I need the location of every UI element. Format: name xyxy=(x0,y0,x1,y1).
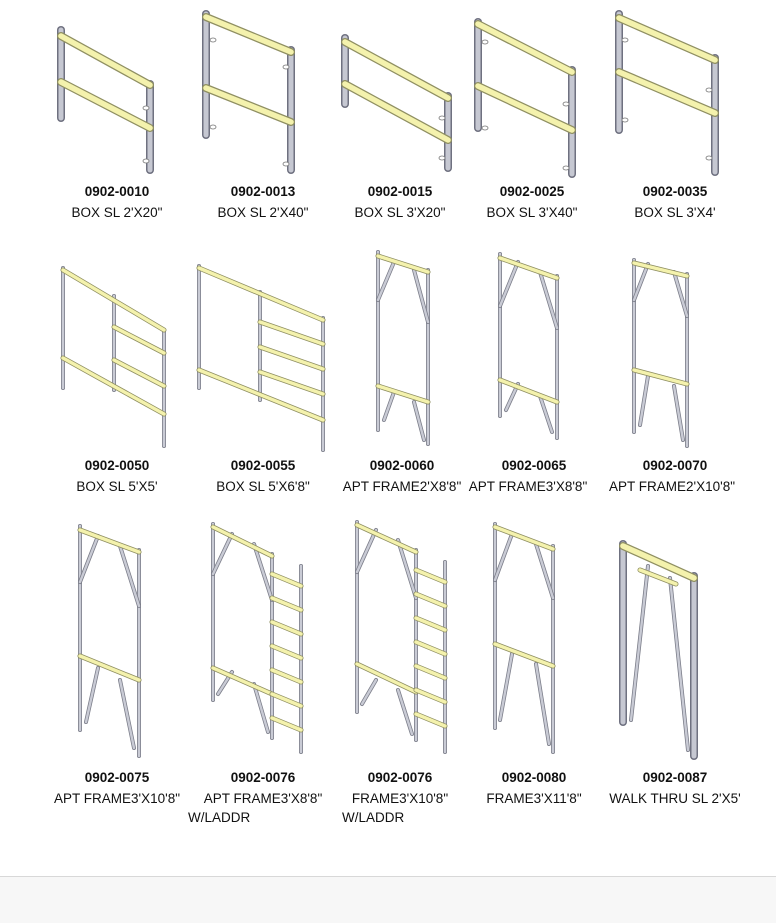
product-desc: APT FRAME3'X8'8" xyxy=(468,479,588,494)
product-desc: APT FRAME3'X8'8" xyxy=(203,791,323,806)
product-code: 0902-0010 xyxy=(84,184,150,199)
product-desc: WALK THRU SL 2'X5' xyxy=(609,791,741,806)
product-desc: BOX SL 2'X40" xyxy=(217,205,309,220)
product-desc: BOX SL 3'X4' xyxy=(634,205,716,220)
frame-0902-0075 xyxy=(80,526,139,756)
product-code: 0902-0015 xyxy=(367,184,433,199)
product-desc: BOX SL 5'X5' xyxy=(76,479,158,494)
product-desc: APT FRAME2'X8'8" xyxy=(342,479,462,494)
frame-0902-0076-ladder-tall xyxy=(357,522,445,752)
product-code: 0902-0025 xyxy=(499,184,565,199)
frame-0902-0070 xyxy=(634,260,687,446)
product-code: 0902-0060 xyxy=(369,458,435,473)
frame-0902-0076-ladder xyxy=(213,524,301,752)
frame-0902-0055 xyxy=(199,266,323,450)
product-code: 0902-0013 xyxy=(230,184,296,199)
frame-0902-0015 xyxy=(345,38,448,168)
product-code: 0902-0035 xyxy=(642,184,708,199)
footer-area xyxy=(0,877,776,923)
product-code: 0902-0070 xyxy=(642,458,708,473)
product-desc: FRAME3'X10'8" xyxy=(351,791,449,806)
product-code: 0902-0055 xyxy=(230,458,296,473)
product-desc-line2: W/LADDR xyxy=(342,810,405,825)
product-desc: APT FRAME2'X10'8" xyxy=(609,479,735,494)
frame-0902-0087 xyxy=(623,544,694,756)
frame-0902-0025 xyxy=(478,22,572,174)
product-code: 0902-0080 xyxy=(501,770,567,785)
frame-0902-0060 xyxy=(378,252,428,444)
product-code: 0902-0075 xyxy=(84,770,150,785)
frame-0902-0080 xyxy=(495,524,553,752)
product-desc: BOX SL 3'X20" xyxy=(354,205,446,220)
frame-0902-0035 xyxy=(619,14,715,172)
product-code: 0902-0050 xyxy=(84,458,150,473)
product-desc: BOX SL 5'X6'8" xyxy=(216,479,310,494)
frame-0902-0065 xyxy=(500,254,557,438)
product-code: 0902-0087 xyxy=(642,770,708,785)
frame-0902-0050 xyxy=(63,268,164,446)
product-code: 0902-0065 xyxy=(501,458,567,473)
product-desc: BOX SL 2'X20" xyxy=(71,205,163,220)
product-code: 0902-0076 xyxy=(367,770,433,785)
product-code: 0902-0076 xyxy=(230,770,296,785)
product-desc-line2: W/LADDR xyxy=(188,810,251,825)
frame-0902-0013 xyxy=(206,14,291,170)
product-desc: APT FRAME3'X10'8" xyxy=(54,791,180,806)
product-desc: FRAME3'X11'8" xyxy=(486,791,582,806)
frame-0902-0010 xyxy=(61,30,150,170)
product-desc: BOX SL 3'X40" xyxy=(486,205,578,220)
